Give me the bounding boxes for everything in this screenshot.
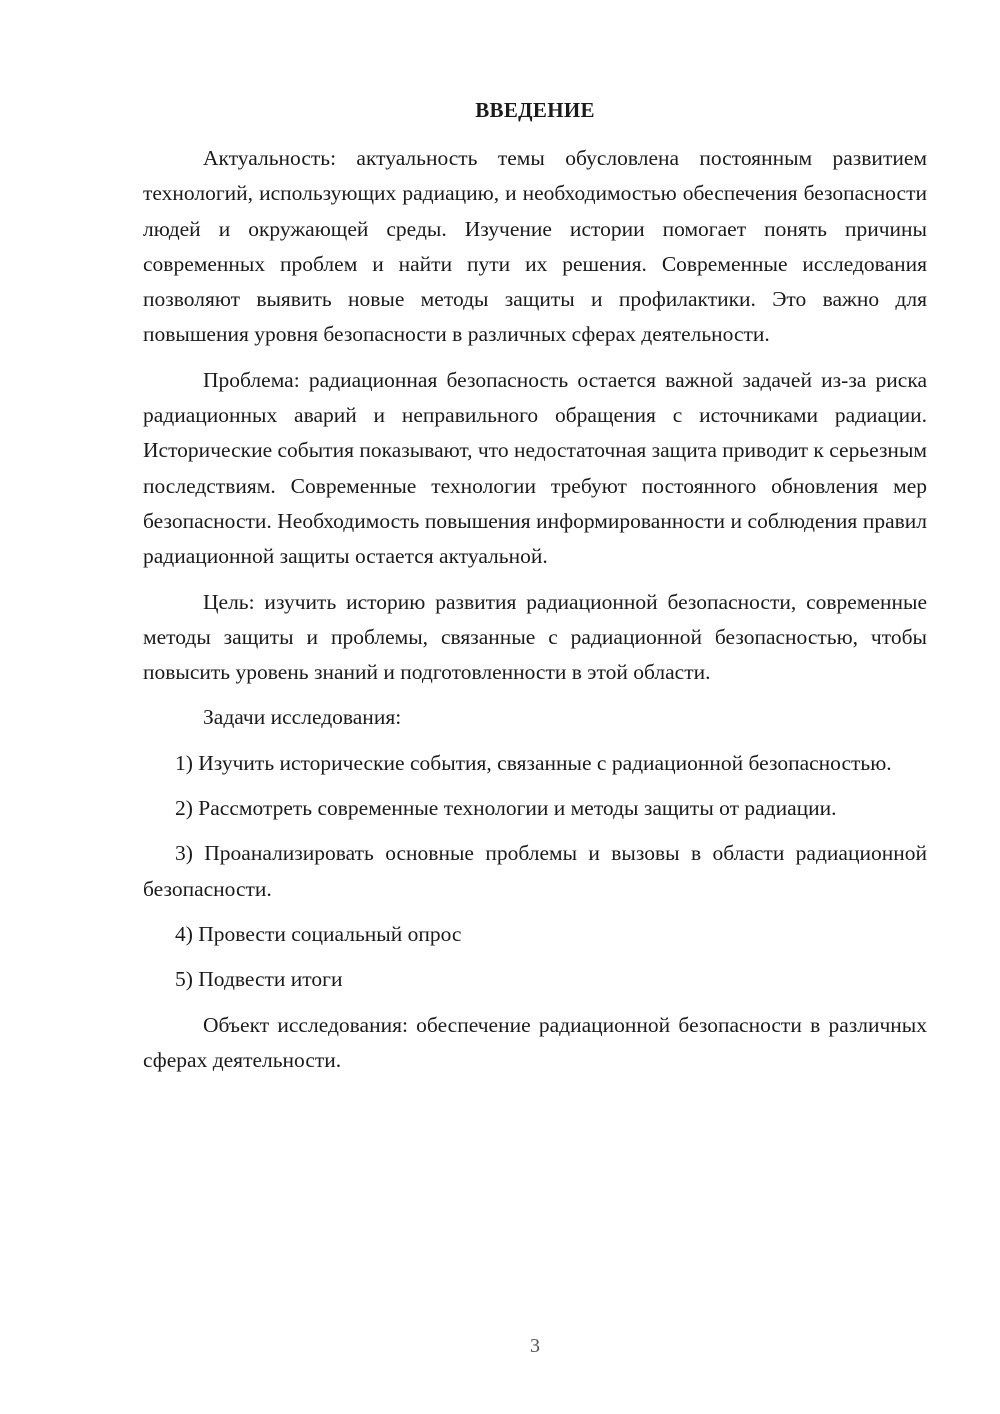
paragraph-relevance: Актуальность: актуальность темы обусловлена постоянным развитием технологий, использующих радиацию, и необходимостью обеспечения безопасности людей и окружающей среды. Изучение истории помогает понять причины современных проблем и найти пути их решения. Современные исследования позволяют выявить новые методы защиты и профилактики. Это важно для повышения уровня безопасности в различных сферах деятельности. [143,146,927,347]
task-item-1: 1) Изучить исторические события, связанные с радиационной безопасностью. [175,750,892,775]
tasks-heading: Задачи исследования: [203,705,402,730]
paragraph-problem: Проблема: радиационная безопасность остается важной задачей из-за риска радиационных аварий и неправильного обращения с источниками радиации. Исторические события показывают, что недостаточная защита приводит к серьезным последствиям. Современные технологии требуют постоянного обновления мер безопасности. Необходимость повышения информированности и соблюдения правил радиационной защиты остается актуальной. [143,367,927,569]
task-item-4: 4) Провести социальный опрос [175,921,462,946]
paragraph-object: Объект исследования: обеспечение радиационной безопасности в различных сферах деятельности. [143,1012,927,1072]
page-content [143,94,927,1078]
paragraph-goal: Цель: изучить историю развития радиационной безопасности, современные методы защиты и проблемы, связанные с радиационной безопасностью, чтобы повысить уровень знаний и подготовленности в этой области. [143,589,927,685]
task-item-3: 3) Проанализировать основные проблемы и вызовы в области радиационной безопасности. [143,841,927,901]
page-title: ВВЕДЕНИЕ [475,98,595,122]
task-item-2: 2) Рассмотреть современные технологии и методы защиты от радиации. [175,796,837,821]
page-number: 3 [530,1335,540,1357]
task-item-5: 5) Подвести итоги [175,967,343,992]
